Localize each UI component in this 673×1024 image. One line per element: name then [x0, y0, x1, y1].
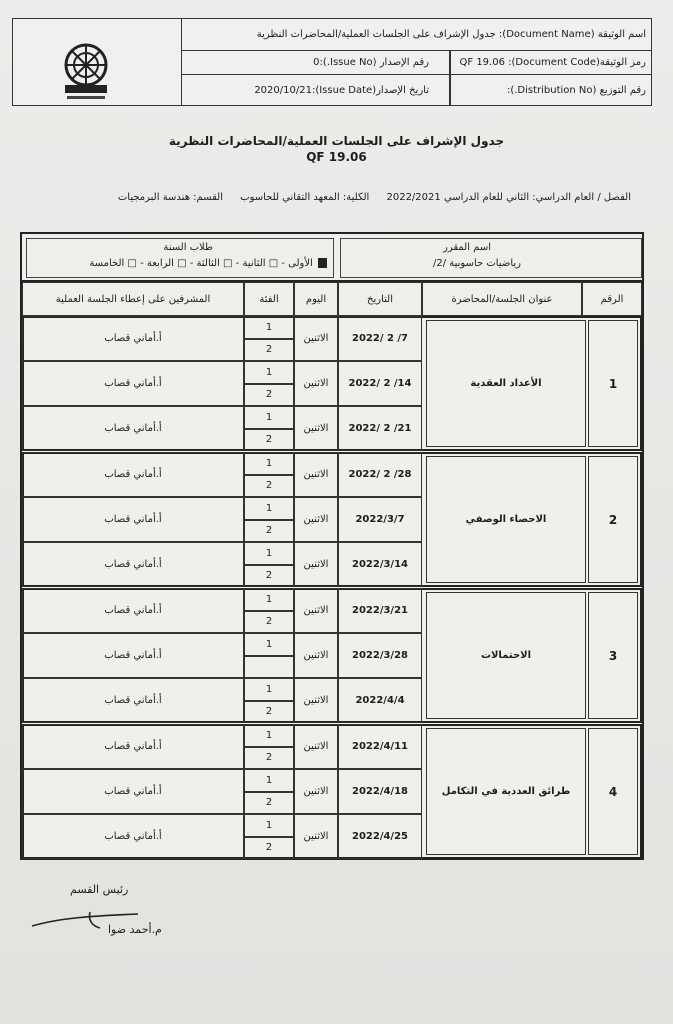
session-day: الاثنين	[294, 633, 338, 678]
supervisor-name: أ.أماني قصاب	[22, 452, 244, 497]
section-title: الاحتمالات	[426, 592, 586, 719]
session-date: 2022/ 2 /21	[338, 406, 422, 451]
group-two: 2	[244, 747, 294, 770]
session-date: 2022/3/14	[338, 542, 422, 587]
year-first-checkbox-icon[interactable]	[318, 258, 327, 268]
code-issue-row	[181, 51, 651, 75]
document-header	[12, 18, 652, 106]
group-two: 2	[244, 475, 294, 498]
group-one: 1	[244, 452, 294, 475]
session-date: 2022/4/4	[338, 678, 422, 723]
session-day: الاثنين	[294, 406, 338, 451]
session-day: الاثنين	[294, 814, 338, 859]
logo-cell	[13, 19, 182, 105]
supervisor-name: أ.أماني قصاب	[22, 769, 244, 814]
course-info	[340, 238, 642, 278]
session-date: 2022/4/18	[338, 769, 422, 814]
section-title: الأعداد العقدية	[426, 320, 586, 447]
group-one: 1	[244, 406, 294, 429]
session-day: الاثنين	[294, 542, 338, 587]
year-options	[89, 258, 327, 269]
university-logo-icon	[57, 41, 115, 103]
supervisor-name: أ.أماني قصاب	[22, 588, 244, 633]
group-two: 2	[244, 520, 294, 543]
section-title: الاحصاء الوصفي	[426, 456, 586, 583]
session-date: 2022/ 2 /14	[338, 361, 422, 406]
issue-no: رقم الإصدار (Issue No.):0	[313, 57, 429, 68]
session-day: الاثنين	[294, 361, 338, 406]
group-one: 1	[244, 316, 294, 339]
col-day: اليوم	[294, 282, 338, 316]
distribution-no: رقم التوزيع (Distribution No.):	[506, 84, 646, 96]
supervisor-name: أ.أماني قصاب	[22, 724, 244, 769]
session-date: 2022/3/28	[338, 633, 422, 678]
session-day: الاثنين	[294, 724, 338, 769]
doc-code: رمز الوثيقة(Document Code): QF 19.06	[459, 57, 646, 68]
col-session-title: عنوان الجلسة/المحاضرة	[422, 282, 582, 316]
supervisor-name: أ.أماني قصاب	[22, 542, 244, 587]
group-two: 2	[244, 384, 294, 407]
issue-date: تاريخ الإصدار(Issue Date):2020/10/21	[254, 84, 429, 96]
session-day: الاثنين	[294, 497, 338, 542]
col-supervisors: المشرفين على إعطاء الجلسة العملية	[22, 282, 244, 316]
document-code-title: QF 19.06	[306, 150, 367, 164]
semester-info: الفصل / العام الدراسي: الثاني للعام الدراسي 2022/2021	[386, 192, 631, 203]
group-one: 1	[244, 724, 294, 747]
doc-name-row	[181, 19, 651, 51]
signature-role: رئيس القسم	[70, 883, 129, 896]
group-one: 1	[244, 633, 294, 656]
header-divider	[449, 51, 451, 105]
group-two: 2	[244, 837, 294, 860]
section-number: 2	[588, 456, 638, 583]
signature-name: م.أحمد ضوا	[108, 923, 162, 936]
group-two: 2	[244, 611, 294, 634]
group-two: 2	[244, 429, 294, 452]
session-day: الاثنين	[294, 316, 338, 361]
supervisor-name: أ.أماني قصاب	[22, 678, 244, 723]
supervisor-name: أ.أماني قصاب	[22, 814, 244, 859]
group-two: 2	[244, 792, 294, 815]
group-one: 1	[244, 814, 294, 837]
group-two: 2	[244, 565, 294, 588]
section-number: 4	[588, 728, 638, 855]
group-two	[244, 656, 294, 679]
course-name: رياضيات حاسوبية /2/	[432, 258, 521, 269]
college-info: الكلية: المعهد التقاني للحاسوب	[240, 192, 370, 203]
supervisor-name: أ.أماني قصاب	[22, 361, 244, 406]
session-date: 2022/4/11	[338, 724, 422, 769]
year-students-info	[26, 238, 334, 278]
col-date: التاريخ	[338, 282, 422, 316]
session-date: 2022/ 2 /28	[338, 452, 422, 497]
supervisor-name: أ.أماني قصاب	[22, 633, 244, 678]
supervisor-name: أ.أماني قصاب	[22, 497, 244, 542]
session-date: 2022/4/25	[338, 814, 422, 859]
session-day: الاثنين	[294, 588, 338, 633]
section-number: 3	[588, 592, 638, 719]
supervisor-name: أ.أماني قصاب	[22, 406, 244, 451]
department-info: القسم: هندسة البرمجيات	[117, 192, 223, 203]
session-day: الاثنين	[294, 769, 338, 814]
session-date: 2022/3/7	[338, 497, 422, 542]
document-title: جدول الإشراف على الجلسات العملية/المحاضرات النظرية	[168, 134, 505, 148]
col-num: الرقم	[582, 282, 642, 316]
section-number: 1	[588, 320, 638, 447]
section-title: طرائق العددية في التكامل	[426, 728, 586, 855]
distribution-date-row	[181, 75, 651, 105]
group-one: 1	[244, 678, 294, 701]
session-date: 2022/ 2 /7	[338, 316, 422, 361]
group-one: 1	[244, 361, 294, 384]
session-date: 2022/3/21	[338, 588, 422, 633]
group-one: 1	[244, 542, 294, 565]
group-one: 1	[244, 588, 294, 611]
year-options-text: الأولى - □ الثانية - □ الثالثة - □ الرابعة - □ الخامسة	[89, 258, 313, 269]
col-group: الفئة	[244, 282, 294, 316]
year-students-label: طلاب السنة	[163, 242, 213, 253]
session-day: الاثنين	[294, 452, 338, 497]
group-two: 2	[244, 339, 294, 362]
schedule-table	[20, 232, 644, 860]
course-label: اسم المقرر	[442, 242, 491, 253]
group-one: 1	[244, 769, 294, 792]
supervisor-name: أ.أماني قصاب	[22, 316, 244, 361]
meta-line	[104, 192, 631, 203]
session-day: الاثنين	[294, 678, 338, 723]
doc-name: اسم الوثيقة (Document Name): جدول الإشراف على الجلسات العملية/المحاضرات النظرية	[256, 29, 646, 40]
group-two: 2	[244, 701, 294, 724]
group-one: 1	[244, 497, 294, 520]
